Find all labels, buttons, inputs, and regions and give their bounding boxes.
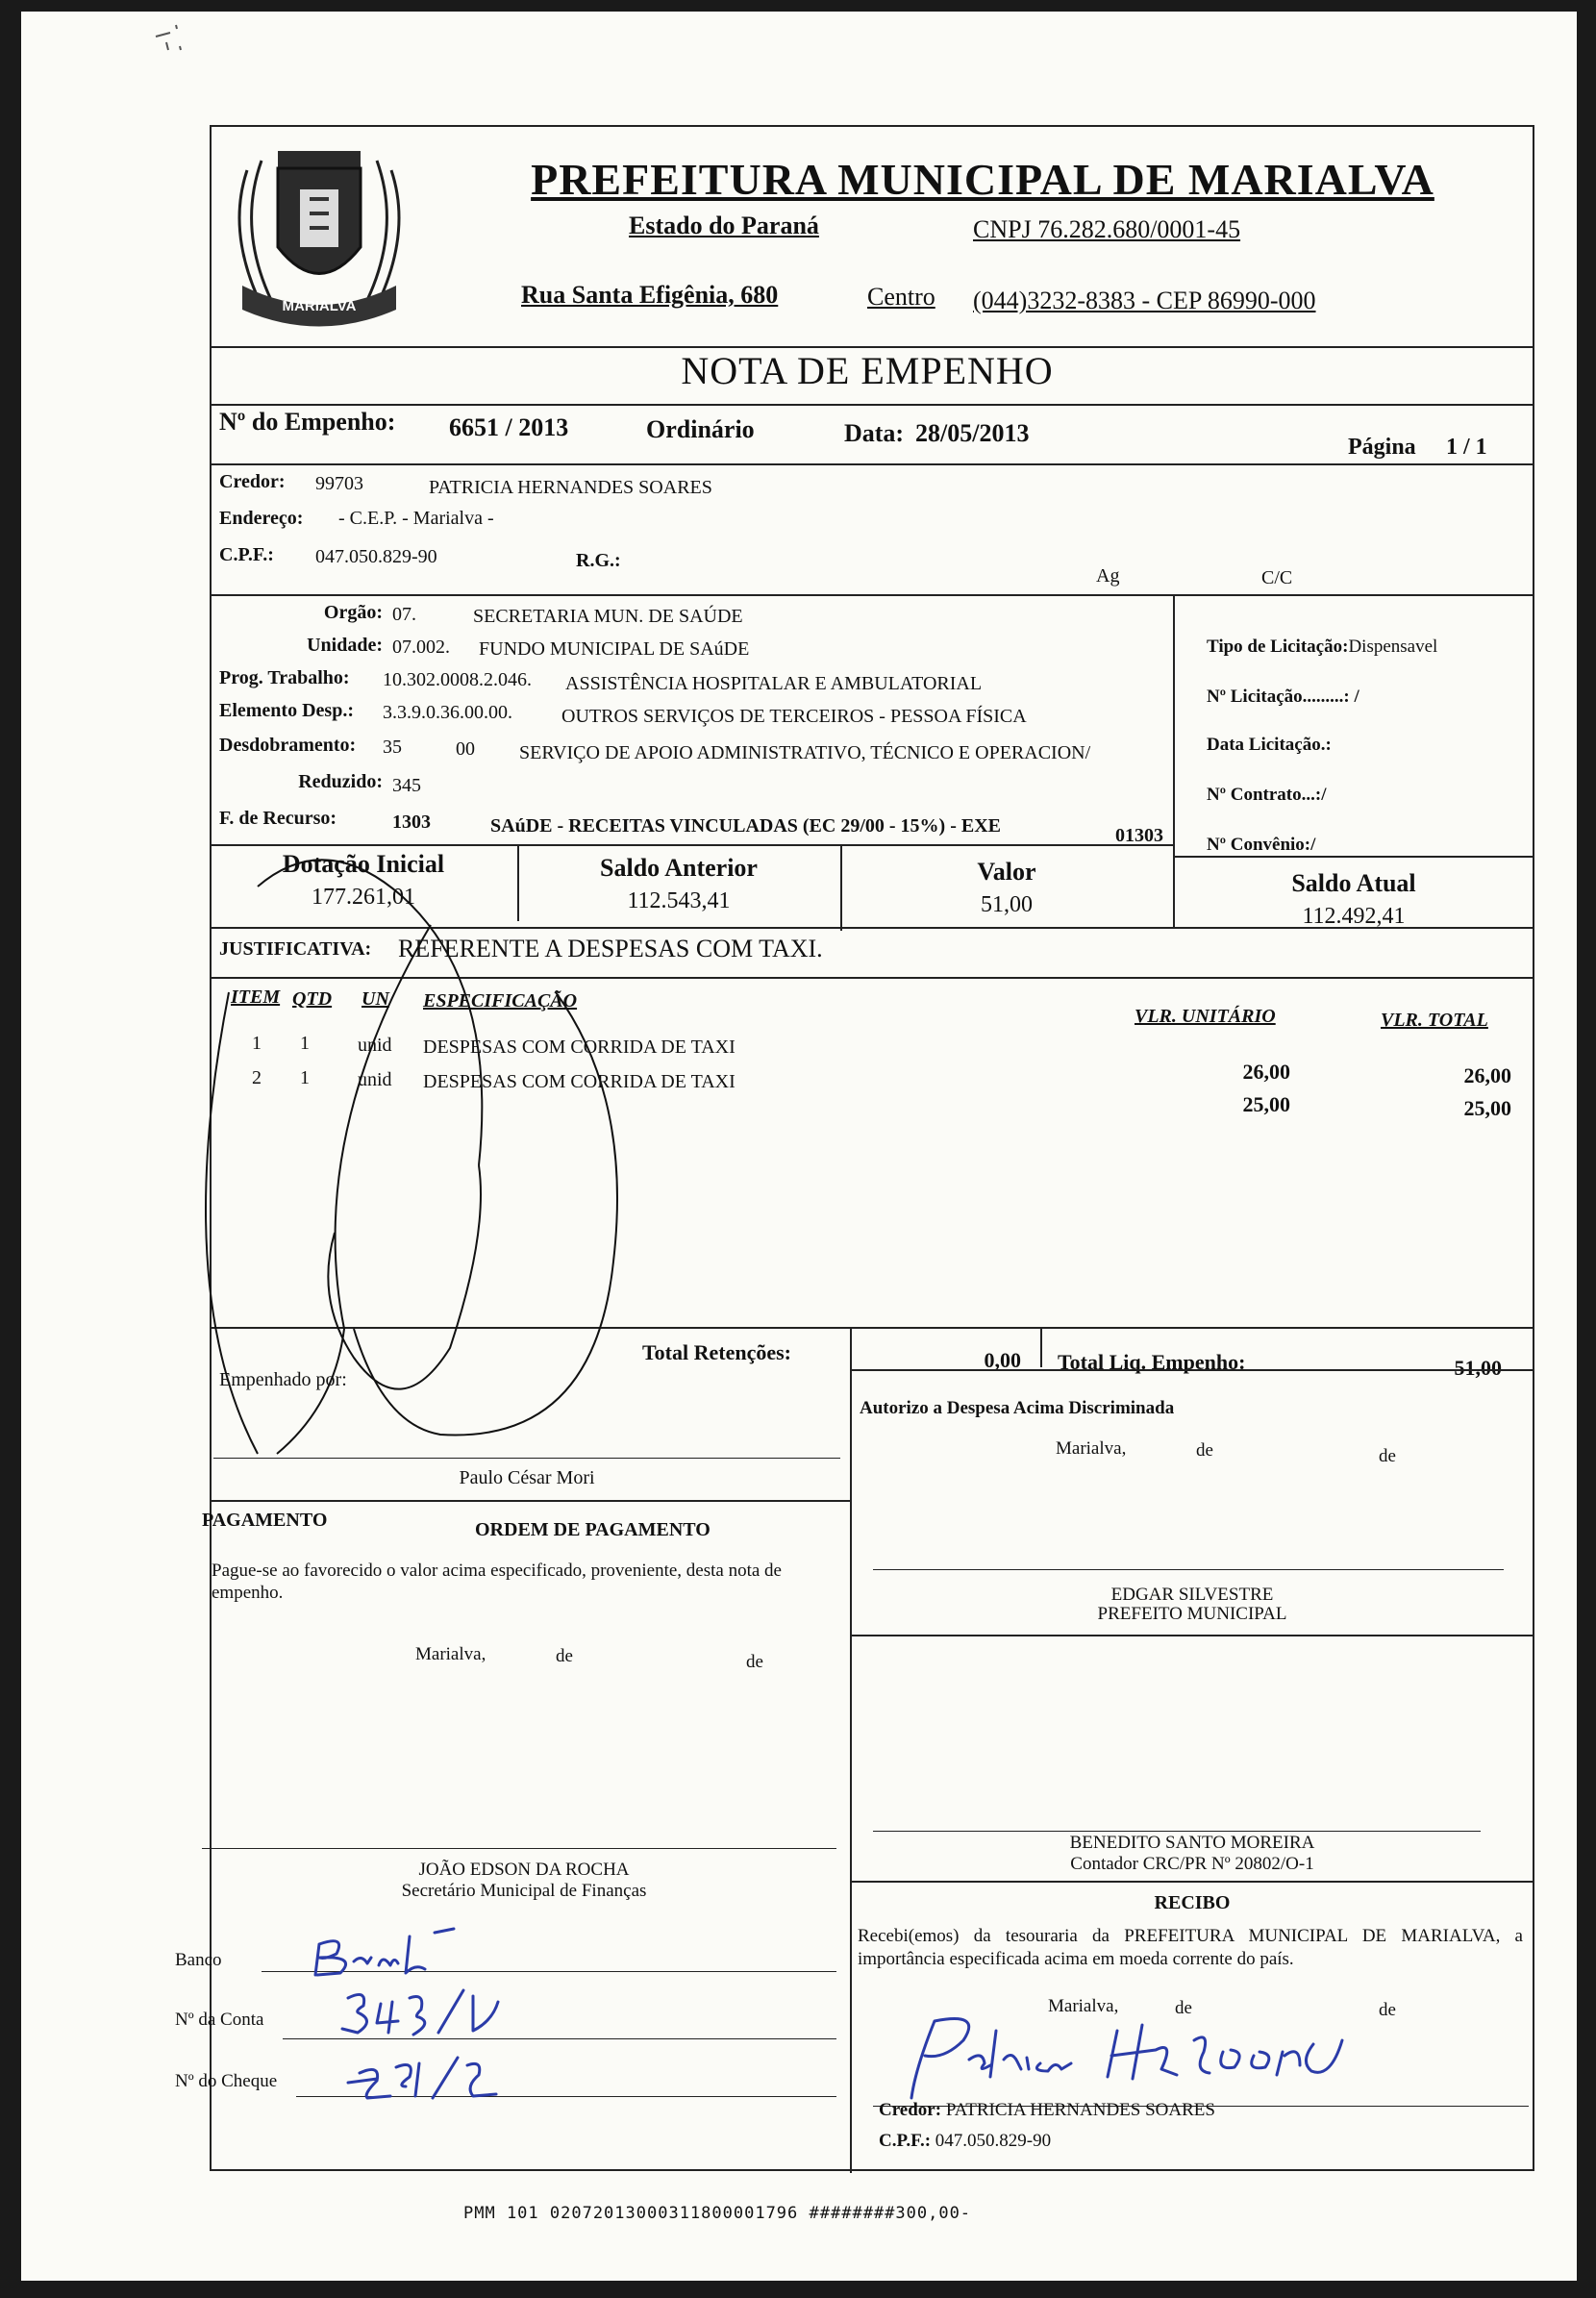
recibo-cpf-label: C.P.F.: [879, 2131, 932, 2151]
address-label: Endereço: [219, 508, 304, 529]
autorizo-de1: de [1196, 1440, 1213, 1461]
recibo-credor [879, 2100, 1215, 2121]
divider [850, 1635, 1534, 1636]
credor-name: PATRICIA HERNANDES SOARES [429, 477, 712, 498]
empenho-type: Ordinário [646, 415, 755, 443]
address-value: - C.E.P. - Marialva - [338, 508, 494, 529]
valor-value: 51,00 [981, 892, 1033, 917]
org-title: PREFEITURA MUNICIPAL DE MARIALVA [531, 155, 1434, 204]
empenhado-label: Empenhado por: [219, 1369, 347, 1390]
divider [210, 404, 1534, 406]
item-row-1-un: unid [358, 1035, 392, 1056]
autorizo-de2: de [1379, 1446, 1396, 1466]
cheque-handwriting-icon [338, 2048, 560, 2106]
recibo-city: Marialva, [1048, 1996, 1119, 2016]
saldo-atual-label: Saldo Atual [1291, 869, 1416, 897]
page-number: 1 / 1 [1446, 435, 1487, 460]
phone-cep: (044)3232-8383 - CEP 86990-000 [973, 287, 1316, 314]
item-row-2-unit: 25,00 [1242, 1092, 1290, 1116]
contador-name: BENEDITO SANTO MOREIRA [1069, 1833, 1315, 1853]
cnpj: CNPJ 76.282.680/0001-45 [973, 215, 1241, 243]
desdobramento-code1: 35 [383, 737, 402, 758]
saldo-atual-value: 112.492,41 [1302, 904, 1406, 929]
municipal-seal-icon [218, 132, 420, 338]
pagamento-de1: de [556, 1646, 573, 1666]
vlr-unitario-header: VLR. UNITÁRIO [1135, 1006, 1276, 1027]
recurso-code2: 01303 [1115, 825, 1163, 846]
item-row-2-total: 25,00 [1463, 1096, 1511, 1120]
document-title: NOTA DE EMPENHO [681, 349, 1054, 392]
seal-text: MARIALVA [282, 298, 357, 314]
recibo-credor-name: PATRICIA HERNANDES SOARES [945, 2100, 1215, 2120]
item-row-2-item: 2 [252, 1067, 262, 1088]
pagamento-de2: de [746, 1652, 763, 1672]
recurso-code: 1303 [392, 812, 431, 833]
desdobramento-code2: 00 [456, 738, 475, 760]
especificacao-header: ESPECIFICAÇÃO [423, 990, 578, 1012]
page-label: Página [1348, 435, 1416, 460]
empenhado-signer: Paulo César Mori [459, 1467, 595, 1488]
divider [850, 1881, 1534, 1883]
prog-code: 10.302.0008.2.046. [383, 669, 532, 690]
date-label: Data: [844, 419, 905, 447]
liquido-label: Total Liq. Empenho: [1058, 1350, 1246, 1374]
justificativa-text: REFERENTE A DESPESAS COM TAXI. [398, 935, 823, 962]
cpf-label: C.P.F.: [219, 544, 274, 565]
item-row-1-item: 1 [252, 1033, 262, 1054]
autorizo-signer-name: EDGAR SILVESTRE [1110, 1585, 1274, 1605]
cc-label: C/C [1261, 567, 1293, 588]
handwritten-scribble-mark [190, 848, 642, 1502]
orgao-name: SECRETARIA MUN. DE SAÚDE [473, 606, 743, 627]
empenho-number: 6651 / 2013 [449, 413, 569, 441]
tipo-licitacao [1207, 637, 1437, 658]
divider [210, 844, 1173, 846]
elemento-name: OUTROS SERVIÇOS DE TERCEIROS - PESSOA FÍSICA [561, 706, 1027, 727]
elemento-code: 3.3.9.0.36.00.00. [383, 702, 512, 723]
prog-name: ASSISTÊNCIA HOSPITALAR E AMBULATORIAL [565, 673, 983, 694]
qtd-header: QTD [292, 988, 333, 1010]
footer-code: PMM 101 02072013000311800001796 ########300,00- [463, 2204, 972, 2223]
divider [1173, 856, 1534, 858]
recibo-credor-label: Credor: [879, 2100, 942, 2120]
divider [1040, 1329, 1042, 1367]
orgao-label: Orgão: [323, 602, 383, 623]
numero-licitacao: Nº Licitação.........: / [1207, 687, 1359, 707]
valor-label: Valor [977, 858, 1036, 886]
pagamento-signer-name: JOÃO EDSON DA ROCHA [418, 1860, 630, 1880]
item-row-1-qtd: 1 [300, 1033, 310, 1054]
item-row-1-total: 26,00 [1463, 1063, 1511, 1087]
dotacao-value: 177.261,01 [312, 885, 415, 910]
saldo-anterior-label: Saldo Anterior [600, 854, 758, 882]
un-header: UN [362, 988, 389, 1010]
saldo-anterior-value: 112.543,41 [627, 888, 731, 913]
elemento-label: Elemento Desp.: [219, 700, 354, 721]
unidade-code: 07.002. [392, 637, 450, 658]
signature-line [873, 1831, 1481, 1832]
paper-sheet [21, 12, 1577, 2281]
liquido-value: 51,00 [1454, 1356, 1502, 1380]
justificativa-label: JUSTIFICATIVA: [219, 938, 372, 960]
item-row-1-unit: 26,00 [1242, 1060, 1290, 1084]
retencoes-label: Total Retenções: [642, 1340, 791, 1364]
banco-label: Banco [175, 1950, 222, 1970]
numero-contrato: Nº Contrato...:/ [1207, 785, 1327, 805]
unidade-label: Unidade: [307, 635, 383, 656]
signature-line [202, 1848, 836, 1849]
ag-label: Ag [1096, 565, 1120, 587]
item-row-2-un: unid [358, 1069, 392, 1090]
pagamento-signer-role: Secretário Municipal de Finanças [401, 1881, 647, 1901]
prog-label: Prog. Trabalho: [219, 667, 350, 688]
empenho-date: 28/05/2013 [915, 419, 1030, 447]
recibo-text: Recebi(emos) da tesouraria da PREFEITURA MUNICIPAL DE MARIALVA, a importância especificada acima em moeda corrente do país. [858, 1926, 1523, 1969]
divider [210, 594, 1534, 596]
credor-signature-icon [877, 2002, 1377, 2108]
recibo-de2: de [1379, 2000, 1396, 2020]
retencoes-value: 0,00 [984, 1348, 1021, 1372]
recibo-cpf [879, 2131, 1051, 2152]
dotacao-label: Dotação Inicial [282, 850, 445, 878]
tipo-licitacao-value: Dispensavel [1348, 637, 1438, 657]
autorizo-signer-role: PREFEITO MUNICIPAL [1097, 1604, 1287, 1624]
orgao-code: 07. [392, 604, 416, 625]
empenho-number-label: Nº do Empenho: [219, 408, 396, 436]
signature-line [873, 1569, 1504, 1570]
pagamento-city: Marialva, [415, 1644, 486, 1664]
divider [210, 463, 1534, 465]
autorizo-label: Autorizo a Despesa Acima Discriminada [860, 1398, 1175, 1418]
data-licitacao: Data Licitação.: [1207, 735, 1332, 755]
desdobramento-name: SERVIÇO DE APOIO ADMINISTRATIVO, TÉCNICO E OPERACION/ [519, 742, 1091, 763]
divider [850, 1327, 852, 2173]
numero-convenio: Nº Convênio:/ [1207, 835, 1316, 855]
reduzido-label: Reduzido: [298, 771, 383, 792]
recurso-name: SAúDE - RECEITAS VINCULADAS (EC 29/00 - 15%) - EXE [490, 815, 1001, 837]
scan-mark [151, 21, 189, 60]
recibo-cpf-value: 047.050.829-90 [935, 2131, 1052, 2151]
item-row-2-espec: DESPESAS COM CORRIDA DE TAXI [423, 1071, 736, 1092]
state-name: Estado do Paraná [629, 212, 819, 239]
divider [850, 1369, 1534, 1371]
ordem-pagamento-label: ORDEM DE PAGAMENTO [475, 1519, 711, 1540]
desdobramento-label: Desdobramento: [219, 735, 357, 756]
conta-label: Nº da Conta [175, 2010, 264, 2030]
tipo-licitacao-label: Tipo de Licitação: [1207, 637, 1349, 657]
street-address: Rua Santa Efigênia, 680 [521, 281, 779, 309]
pagamento-label: PAGAMENTO [202, 1510, 328, 1531]
contador-role: Contador CRC/PR Nº 20802/O-1 [1070, 1854, 1314, 1874]
recurso-label: F. de Recurso: [219, 808, 337, 829]
vlr-total-header: VLR. TOTAL [1381, 1010, 1488, 1031]
recibo-de1: de [1175, 1998, 1192, 2018]
item-row-2-qtd: 1 [300, 1067, 310, 1088]
credor-code: 99703 [315, 473, 363, 494]
banco-handwriting-icon [290, 1925, 511, 1983]
item-header: ITEM [231, 987, 281, 1008]
cheque-label: Nº do Cheque [175, 2071, 278, 2091]
district: Centro [867, 283, 935, 311]
credor-label: Credor: [219, 471, 286, 492]
rg-label: R.G.: [576, 550, 621, 571]
recibo-title: RECIBO [1154, 1892, 1231, 1913]
conta-handwriting-icon [329, 1983, 550, 2040]
cpf-value: 047.050.829-90 [315, 546, 437, 567]
reduzido-value: 345 [392, 775, 421, 796]
divider [1173, 594, 1175, 856]
pagamento-text: Pague-se ao favorecido o valor acima especificado, proveniente, desta nota de empenho. [212, 1561, 782, 1603]
autorizo-city: Marialva, [1056, 1438, 1127, 1459]
item-row-1-espec: DESPESAS COM CORRIDA DE TAXI [423, 1037, 736, 1058]
unidade-name: FUNDO MUNICIPAL DE SAúDE [479, 638, 750, 660]
